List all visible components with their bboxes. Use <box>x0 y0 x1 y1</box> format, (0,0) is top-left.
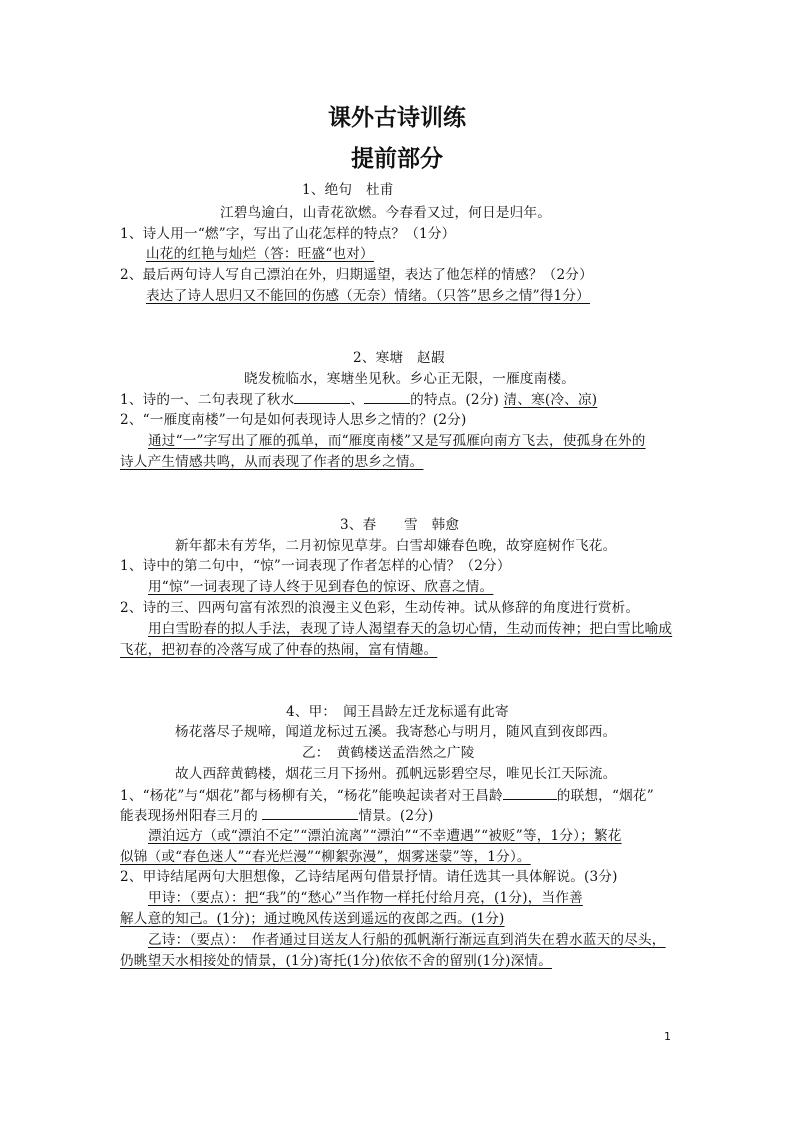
s4-answer-1-line-2: 似锦（或“春色迷人”“春光烂漫”“柳絮弥漫”，烟雾迷蒙”等，1分）。 <box>120 849 531 865</box>
s3-answer-1: 用“惊”一词表现了诗人终于见到春色的惊讶、欣喜之情。 <box>148 579 494 595</box>
s4-answer-2-line-3: 乙诗：（要点）： 作者通过目送友人行船的孤帆渐行渐远直到消失在碧水蓝天的尽头， <box>148 932 666 948</box>
s3-question-2: 2、诗的三、四两句富有浓烈的浪漫主义色彩，生动传神。试从修辞的角度进行赏析。 <box>120 600 640 616</box>
s4-poem-b: 故人西辞黄鹤楼，烟花三月下扬州。孤帆远影碧空尽，唯见长江天际流。 <box>175 766 617 782</box>
s3-poem: 新年都未有芳华，二月初惊见草芽。白雪却嫌春色晚，故穿庭树作飞花。 <box>175 538 617 554</box>
s3-answer-2-line-2: 飞花，把初春的冷落写成了仲春的热闹，富有情趣。 <box>120 642 438 658</box>
s2-heading: 2、寒塘 赵嘏 <box>353 350 445 366</box>
s4-question-1-text: 1、“杨花”与“烟花”都与杨柳有关，“杨花”能唤起读者对王昌龄 <box>120 788 503 804</box>
s4-heading-a: 4、甲： 闻王昌龄左迁龙标遥有此寄 <box>286 704 509 720</box>
s4-answer-1-line-1: 漂泊远方（或“漂泊不定”“漂泊流离”“漂泊”“不幸遭遇”“被贬”等，1分）；繁花 <box>148 828 622 844</box>
fill-blank <box>503 786 557 800</box>
page-number: 1 <box>664 1030 671 1043</box>
s4-answer-2-line-4: 仍眺望天水相接处的情景，(1分)寄托(1分)依依不舍的留别(1分)深情。 <box>120 953 552 969</box>
fill-blank <box>294 390 350 404</box>
s2-question-1-sep: 、 <box>350 392 365 408</box>
s3-answer-2-line-1: 用白雪盼春的拟人手法，表现了诗人渴望春天的急切心情，生动而传神；把白雪比喻成 <box>148 621 673 637</box>
fill-blank <box>262 806 358 820</box>
s1-poem: 江碧鸟逾白，山青花欲燃。今春看又过，何日是归年。 <box>220 205 552 221</box>
fill-blank <box>364 390 410 404</box>
page-subtitle: 提前部分 <box>351 145 443 172</box>
s4-question-1-line-2-suffix: 情景。(2分) <box>358 808 434 824</box>
s2-answer-2-line-2: 诗人产生情感共鸣，从而表现了作者的思乡之情。 <box>120 454 424 470</box>
s2-answer-1: 清、寒(冷、凉) <box>503 392 598 408</box>
s3-heading: 3、春 雪 韩愈 <box>340 517 460 533</box>
s1-question-1: 1、诗人用一“燃”字，写出了山花怎样的特点？（1分） <box>120 226 456 242</box>
s1-answer-1: 山花的红艳与灿烂（答：旺盛“也对） <box>146 246 374 262</box>
s2-poem: 晓发梳临水，寒塘坐见秋。乡心正无限，一雁度南楼。 <box>244 371 576 387</box>
s4-question-1-line-1 <box>120 786 654 805</box>
s1-heading: 1、绝句 杜甫 <box>302 182 394 198</box>
s2-question-1-text: 1、诗的一、二句表现了秋水 <box>120 392 295 408</box>
s2-question-2: 2、“一雁度南楼”一句是如何表现诗人思乡之情的？(2分) <box>120 412 467 428</box>
s1-question-2: 2、最后两句诗人写自己漂泊在外，归期遥望，表达了他怎样的情感？（2分） <box>120 267 593 283</box>
s4-question-1-line-2-text: 能表现扬州阳春三月的 <box>120 808 258 824</box>
page-title: 课外古诗训练 <box>328 104 466 131</box>
s4-question-1-suffix: 的联想，“烟花” <box>556 788 654 804</box>
s1-answer-2: 表达了诗人思归又不能回的伤感（无奈）情绪。（只答”思乡之情”得1分） <box>146 288 590 304</box>
s4-heading-b: 乙： 黄鹤楼送孟浩然之广陵 <box>302 745 475 761</box>
s2-question-1-suffix: 的特点。(2分) <box>410 392 499 408</box>
s3-question-1: 1、诗中的第二句中，“惊”一词表现了作者怎样的心情？（2分） <box>120 558 511 574</box>
s4-question-1-line-2 <box>120 806 434 825</box>
s4-answer-2-line-1: 甲诗：（要点）：把“我”的“愁心”当作物一样托付给月亮，(1分)，当作善 <box>148 890 583 906</box>
s4-question-2: 2、甲诗结尾两句大胆想像，乙诗结尾两句借景抒情。请任选其一具体解说。(3分) <box>120 869 618 885</box>
s2-answer-2-line-1: 通过“一”字写出了雁的孤单，而“雁度南楼”又是写孤雁向南方飞去，使孤身在外的 <box>148 433 646 449</box>
s2-question-1 <box>120 390 597 409</box>
s4-poem-a: 杨花落尽子规啼，闻道龙标过五溪。我寄愁心与明月，随风直到夜郎西。 <box>175 724 617 740</box>
s4-answer-2-line-2: 解人意的知己。(1分)；通过晚风传送到遥远的夜郎之西。(1分) <box>120 911 505 927</box>
